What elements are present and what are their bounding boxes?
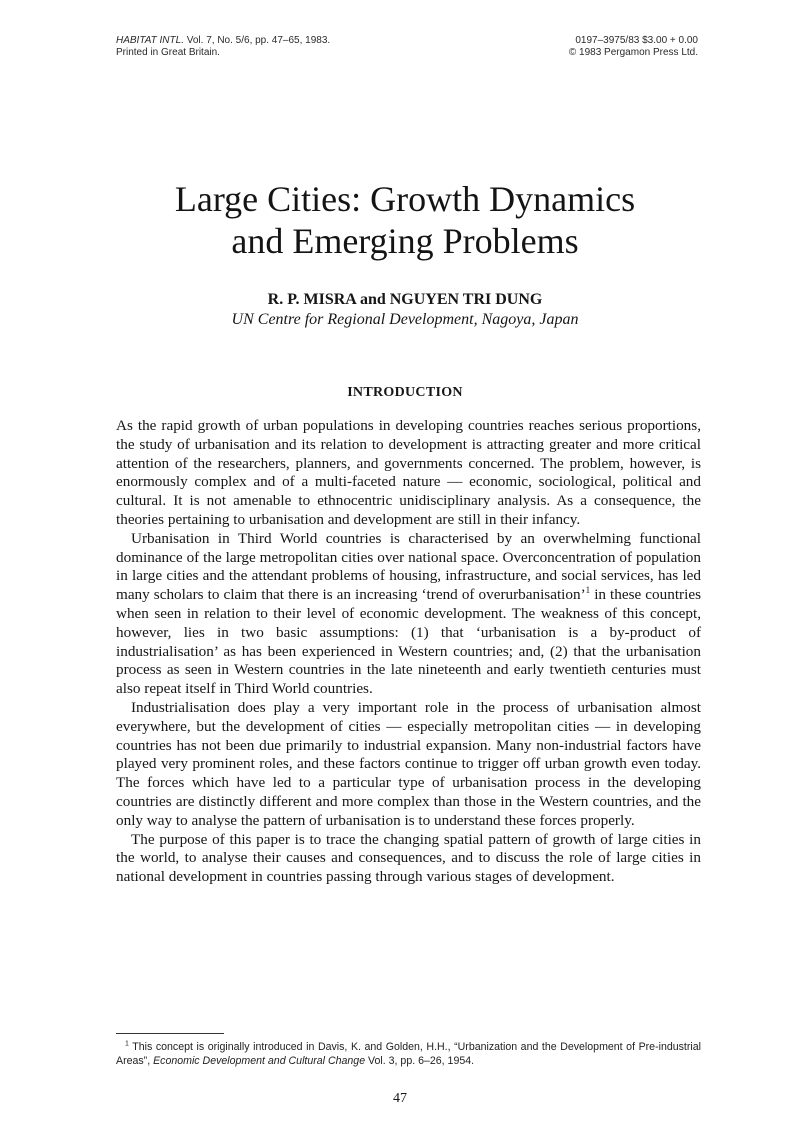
- title-line-1: Large Cities: Growth Dynamics: [174, 179, 636, 219]
- body-text: [116, 417, 701, 887]
- footnote-journal: Economic Development and Cultural Change: [153, 1055, 366, 1067]
- copyright-notice: © 1983 Pergamon Press Ltd.: [568, 47, 698, 58]
- footnote-divider: [116, 1033, 224, 1034]
- printed-location: Printed in Great Britain.: [116, 47, 220, 58]
- footnote-marker: 1: [125, 1040, 129, 1048]
- title-line-2: and Emerging Problems: [231, 221, 579, 261]
- journal-volume-info: Vol. 7, No. 5/6, pp. 47–65, 1983.: [183, 35, 331, 46]
- journal-citation-header: [116, 35, 330, 59]
- page-number: 47: [393, 1091, 407, 1106]
- article-title: [100, 178, 710, 262]
- paragraph-2-text-a: Urbanisation in Third World countries is characterised by an overwhelming functional dominance of the large metropolitan cities over national space. Overconcentration of population in large cities and the attendant problems of housing, infrastructure, and social services, has led many scholars to claim that there is an increasing ‘trend of overurbanisation’: [116, 529, 701, 604]
- author-names: R. P. MISRA and NGUYEN TRI DUNG: [267, 291, 543, 308]
- footnote: [116, 1040, 701, 1068]
- section-heading: INTRODUCTION: [347, 385, 463, 400]
- journal-citation-line: [116, 35, 330, 47]
- journal-name: HABITAT INTL.: [116, 35, 184, 46]
- footnote-text-a: This concept is originally introduced in Davis, K. and Golden, H.H., “Urbanization and the Development of Pre-industrial Areas”,: [116, 1041, 701, 1067]
- publisher-header: [569, 35, 698, 59]
- paragraph-4: The purpose of this paper is to trace the changing spatial pattern of growth of large cities in the world, to analyse their causes and consequences, and to discuss the role of large cities in national development in countries passing through various stages of development.: [116, 830, 701, 886]
- author-affiliation: UN Centre for Regional Development, Nagoya, Japan: [231, 311, 579, 328]
- footnote-text-b: Vol. 3, pp. 6–26, 1954.: [365, 1055, 475, 1067]
- paragraph-3: Industrialisation does play a very important role in the process of urbanisation almost everywhere, but the development of cities — especially metropolitan cities — in developing countries has not been due primarily to industrial expansion. Many non-industrial factors have played very prominent roles, and these factors continue to trigger off urban growth even today. The forces which have led to a particular type of urbanisation process in the developing countries are distinctly different and more complex than those in the Western countries, and the only way to analyse the pattern of urbanisation is to understand these forces properly.: [116, 698, 701, 829]
- paragraph-2: [116, 530, 701, 699]
- footnote-reference: 1: [585, 585, 591, 596]
- paragraph-1: As the rapid growth of urban populations in developing countries reaches serious proportions, the study of urbanisation and its relation to development is attracting greater and more critical attention of the researchers, planners, and governments concerned. The problem, however, is enormously complex and of a multi-faceted nature — economic, sociological, political and cultural. It is not amenable to ethnocentric unidisciplinary analysis. As a consequence, the theories pertaining to urbanisation and development are still in their infancy.: [116, 417, 701, 528]
- paragraph-2-text-b: in these countries when seen in relation to their level of economic development. The weakness of this concept, however, lies in two basic assumptions: (1) that ‘urbanisation is a by-product of industrialisation’ as has been experienced in Western countries; and, (2) that the urbanisation process as seen in Western countries in the late nineteenth and early twentieth centuries must also repeat itself in Third World countries.: [116, 586, 701, 698]
- article-code: 0197–3975/83 $3.00 + 0.00: [575, 35, 698, 46]
